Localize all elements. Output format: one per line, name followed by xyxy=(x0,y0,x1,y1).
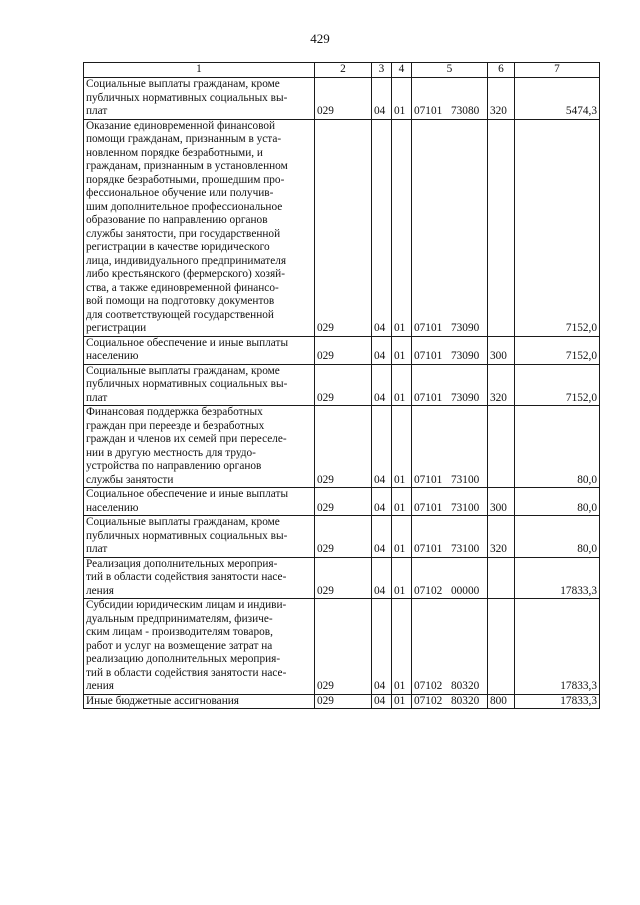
row-expense-kind-cell: 800 xyxy=(488,694,515,709)
row-section-cell: 04 xyxy=(372,78,392,120)
row-amount-cell: 80,0 xyxy=(515,488,600,516)
item-code: 73100 xyxy=(451,473,480,486)
program-code: 07102 xyxy=(414,680,443,692)
row-section-cell: 04 xyxy=(372,336,392,364)
page-number: 429 xyxy=(310,31,330,46)
row-section-cell: 04 xyxy=(372,364,392,406)
header-col-6: 6 xyxy=(488,63,515,78)
row-section-cell: 04 xyxy=(372,119,392,336)
program-code: 07101 xyxy=(414,350,443,362)
program-code: 07101 xyxy=(414,105,443,117)
row-amount-cell: 17833,3 xyxy=(515,599,600,695)
row-admin-code-cell: 029 xyxy=(315,599,372,695)
row-expense-kind-cell: 300 xyxy=(488,336,515,364)
row-amount-cell: 80,0 xyxy=(515,406,600,488)
item-code: 73090 xyxy=(451,350,480,362)
row-target-code-cell xyxy=(412,78,488,120)
row-amount-cell: 17833,3 xyxy=(515,694,600,709)
row-name-cell: Оказание единовременной финансовой помощи гражданам, признанным в уста- новленном порядке безработными, и гражданам, признанным в установленном порядке безработными, прошедшим про- фессиональное обучение или получив- шим дополнительное профессиональное образование по направлению органов службы занятости, при государственной регистрации в качестве юридического лица, индивидуального предпринимателя либо крестьянского (фермерского) хозяй- ства, а также единовременной финансо- вой помощи на подготовку документов для соответствующей государственной регистрации xyxy=(84,119,315,336)
row-expense-kind-cell: 320 xyxy=(488,78,515,120)
row-amount-cell: 5474,3 xyxy=(515,78,600,120)
table-body xyxy=(84,78,600,709)
row-expense-kind-cell: 320 xyxy=(488,364,515,406)
row-section-cell: 04 xyxy=(372,694,392,709)
header-col-1: 1 xyxy=(84,63,315,78)
item-code: 80320 xyxy=(451,694,480,707)
row-name-cell: Финансовая поддержка безработных граждан при переезде и безработных граждан и членов их семей при переселе- нии в другую местность для трудо- устройства по направлению органов службы занятости xyxy=(84,406,315,488)
table-row xyxy=(84,694,600,709)
row-expense-kind-cell xyxy=(488,599,515,695)
row-subsection-cell: 01 xyxy=(392,78,412,120)
row-subsection-cell: 01 xyxy=(392,516,412,558)
row-admin-code-cell: 029 xyxy=(315,364,372,406)
row-admin-code-cell: 029 xyxy=(315,516,372,558)
program-code: 07101 xyxy=(414,322,443,334)
header-col-5: 5 xyxy=(412,63,488,78)
row-target-code-cell xyxy=(412,119,488,336)
row-expense-kind-cell xyxy=(488,119,515,336)
row-target-code-cell xyxy=(412,336,488,364)
row-name-cell: Социальное обеспечение и иные выплаты населению xyxy=(84,488,315,516)
row-subsection-cell: 01 xyxy=(392,599,412,695)
row-name-cell: Субсидии юридическим лицам и индиви- дуальным предпринимателям, физиче- ским лицам - производителям товаров, работ и услуг на возмещение затрат на реализацию дополнительных мероприя- тий в области содействия занятости насе- ления xyxy=(84,599,315,695)
program-code: 07101 xyxy=(414,391,443,404)
row-name-cell: Социальные выплаты гражданам, кроме публичных нормативных социальных вы- плат xyxy=(84,364,315,406)
item-code: 73090 xyxy=(451,322,480,334)
row-expense-kind-cell: 300 xyxy=(488,488,515,516)
row-subsection-cell: 01 xyxy=(392,364,412,406)
row-target-code-cell xyxy=(412,599,488,695)
row-expense-kind-cell xyxy=(488,406,515,488)
row-subsection-cell: 01 xyxy=(392,557,412,599)
header-col-4: 4 xyxy=(392,63,412,78)
row-admin-code-cell: 029 xyxy=(315,694,372,709)
program-code: 07101 xyxy=(414,543,443,555)
table-row xyxy=(84,599,600,695)
row-target-code-cell xyxy=(412,516,488,558)
item-code: 00000 xyxy=(451,584,480,597)
row-admin-code-cell: 029 xyxy=(315,119,372,336)
row-section-cell: 04 xyxy=(372,599,392,695)
item-code: 80320 xyxy=(451,680,480,692)
row-amount-cell: 17833,3 xyxy=(515,557,600,599)
row-target-code-cell xyxy=(412,406,488,488)
row-amount-cell: 7152,0 xyxy=(515,336,600,364)
row-admin-code-cell: 029 xyxy=(315,406,372,488)
table-row xyxy=(84,557,600,599)
row-name-cell: Социальные выплаты гражданам, кроме публичных нормативных социальных вы- плат xyxy=(84,516,315,558)
program-code: 07102 xyxy=(414,584,443,597)
row-admin-code-cell: 029 xyxy=(315,336,372,364)
row-admin-code-cell: 029 xyxy=(315,557,372,599)
row-subsection-cell: 01 xyxy=(392,336,412,364)
row-subsection-cell: 01 xyxy=(392,406,412,488)
program-code: 07101 xyxy=(414,473,443,486)
row-section-cell: 04 xyxy=(372,557,392,599)
row-admin-code-cell: 029 xyxy=(315,488,372,516)
row-target-code-cell xyxy=(412,488,488,516)
row-subsection-cell: 01 xyxy=(392,119,412,336)
table-row xyxy=(84,488,600,516)
table-row xyxy=(84,406,600,488)
table-row xyxy=(84,78,600,120)
table-row xyxy=(84,516,600,558)
item-code: 73090 xyxy=(451,391,480,404)
program-code: 07101 xyxy=(414,501,443,514)
row-section-cell: 04 xyxy=(372,516,392,558)
row-section-cell: 04 xyxy=(372,406,392,488)
row-expense-kind-cell xyxy=(488,557,515,599)
program-code: 07102 xyxy=(414,694,443,707)
row-target-code-cell xyxy=(412,364,488,406)
row-amount-cell: 80,0 xyxy=(515,516,600,558)
table-row xyxy=(84,336,600,364)
row-name-cell: Иные бюджетные ассигнования xyxy=(84,694,315,709)
row-target-code-cell xyxy=(412,694,488,709)
row-subsection-cell: 01 xyxy=(392,488,412,516)
header-col-7: 7 xyxy=(515,63,600,78)
row-name-cell: Реализация дополнительных мероприя- тий в области содействия занятости насе- ления xyxy=(84,557,315,599)
header-col-3: 3 xyxy=(372,63,392,78)
item-code: 73100 xyxy=(451,501,480,514)
table-row xyxy=(84,364,600,406)
row-amount-cell: 7152,0 xyxy=(515,119,600,336)
item-code: 73080 xyxy=(451,105,480,117)
budget-table xyxy=(83,62,600,709)
row-name-cell: Социальные выплаты гражданам, кроме публичных нормативных социальных вы- плат xyxy=(84,78,315,120)
row-target-code-cell xyxy=(412,557,488,599)
table-row xyxy=(84,119,600,336)
item-code: 73100 xyxy=(451,543,480,555)
table-header-row xyxy=(84,63,600,78)
row-amount-cell: 7152,0 xyxy=(515,364,600,406)
header-col-2: 2 xyxy=(315,63,372,78)
row-admin-code-cell: 029 xyxy=(315,78,372,120)
row-name-cell: Социальное обеспечение и иные выплаты населению xyxy=(84,336,315,364)
row-subsection-cell: 01 xyxy=(392,694,412,709)
row-section-cell: 04 xyxy=(372,488,392,516)
row-expense-kind-cell: 320 xyxy=(488,516,515,558)
